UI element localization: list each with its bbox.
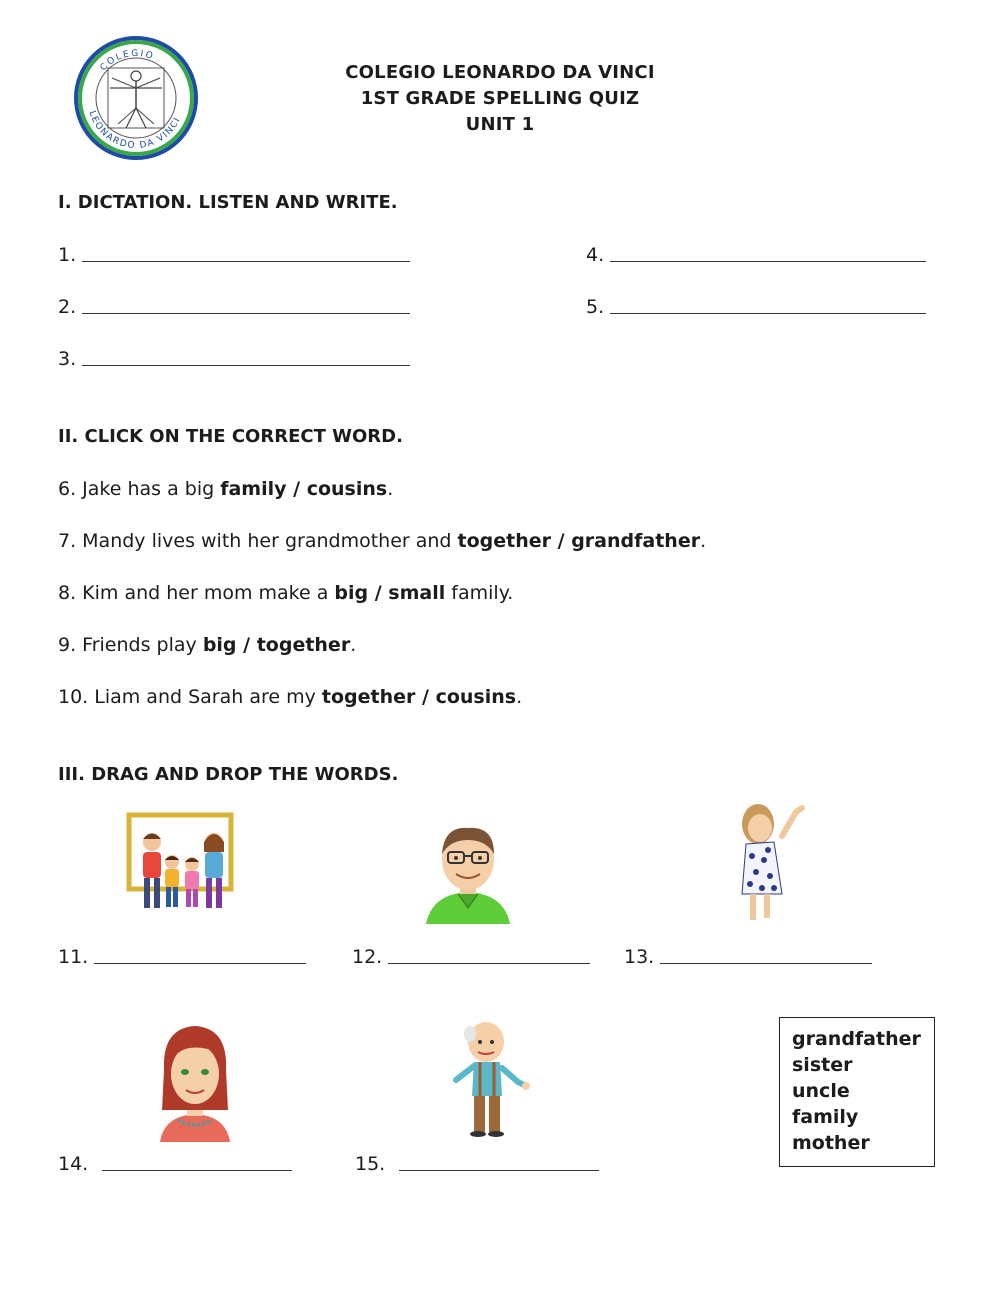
sentence-end: . (387, 478, 394, 500)
draggable-word[interactable]: grandfather (792, 1028, 921, 1050)
dictation-item-4 (586, 244, 926, 266)
choice-big[interactable]: big (202, 634, 237, 656)
item-number: 5. (586, 296, 605, 318)
choice-cousins[interactable]: cousins (435, 686, 517, 708)
item-number: 4. (586, 244, 605, 266)
answer-line-4[interactable] (610, 261, 926, 262)
dictation-item-3 (58, 348, 410, 370)
item-number: 2. (58, 296, 77, 318)
drag-item-13 (624, 946, 872, 968)
drop-target-15[interactable] (399, 1170, 599, 1171)
sentence-text: 8. Kim and her mom make a (58, 582, 335, 604)
drag-item-14 (58, 1153, 292, 1175)
sentence-7 (58, 530, 706, 552)
item-number: 14. (58, 1153, 89, 1175)
drop-target-12[interactable] (388, 963, 590, 964)
sentence-8 (58, 582, 513, 604)
quiz-title: 1ST GRADE SPELLING QUIZ (360, 88, 640, 109)
sentence-end: . (700, 530, 707, 552)
section-1-title: I. DICTATION. LISTEN AND WRITE. (58, 192, 398, 213)
sentence-text: 6. Jake has a big (58, 478, 221, 500)
dictation-item-1 (58, 244, 410, 266)
section-3-title: III. DRAG AND DROP THE WORDS. (58, 764, 399, 785)
item-number: 1. (58, 244, 77, 266)
choice-together[interactable]: together (256, 634, 351, 656)
school-name: COLEGIO LEONARDO DA VINCI (345, 62, 655, 83)
sentence-10 (58, 686, 522, 708)
sentence-end: . (350, 634, 357, 656)
item-number: 13. (624, 946, 655, 968)
svg-text:COLEGIO: COLEGIO (98, 48, 156, 74)
grandfather-picture (448, 1016, 532, 1138)
sentence-text: 10. Liam and Sarah are my (58, 686, 322, 708)
choice-grandfather[interactable]: grandfather (571, 530, 701, 552)
draggable-word[interactable]: mother (792, 1132, 870, 1154)
draggable-word[interactable]: sister (792, 1054, 853, 1076)
choice-separator: / (415, 686, 436, 708)
sentence-text: 9. Friends play (58, 634, 203, 656)
choice-separator: / (368, 582, 389, 604)
drop-target-13[interactable] (660, 963, 872, 964)
man-with-glasses-picture (422, 816, 514, 924)
choice-separator: / (236, 634, 257, 656)
drag-item-11 (58, 946, 306, 968)
sentence-9 (58, 634, 356, 656)
sentence-6 (58, 478, 393, 500)
section-2-title: II. CLICK ON THE CORRECT WORD. (58, 426, 403, 447)
choice-together[interactable]: together (321, 686, 416, 708)
choice-big[interactable]: big (334, 582, 369, 604)
dictation-item-5 (586, 296, 926, 318)
answer-line-1[interactable] (82, 261, 410, 262)
choice-cousins[interactable]: cousins (306, 478, 388, 500)
drag-item-12 (352, 946, 590, 968)
svg-text:LEONARDO DA VINCI: LEONARDO DA VINCI (86, 109, 184, 152)
answer-line-5[interactable] (610, 313, 926, 314)
girl-in-dress-picture (734, 802, 806, 924)
dictation-item-2 (58, 296, 410, 318)
choice-small[interactable]: small (388, 582, 446, 604)
family-picture (126, 812, 234, 916)
draggable-word[interactable]: family (792, 1106, 859, 1128)
answer-line-2[interactable] (82, 313, 410, 314)
answer-line-3[interactable] (82, 365, 410, 366)
drop-target-11[interactable] (94, 963, 306, 964)
unit-title: UNIT 1 (465, 114, 535, 135)
choice-family[interactable]: family (220, 478, 287, 500)
item-number: 12. (352, 946, 383, 968)
drag-item-15 (355, 1153, 599, 1175)
sentence-end: family. (445, 582, 514, 604)
word-bank (779, 1017, 935, 1167)
draggable-word[interactable]: uncle (792, 1080, 850, 1102)
choice-together[interactable]: together (457, 530, 552, 552)
sentence-end: . (516, 686, 523, 708)
sentence-text: 7. Mandy lives with her grandmother and (58, 530, 458, 552)
item-number: 15. (355, 1153, 386, 1175)
item-number: 3. (58, 348, 77, 370)
choice-separator: / (286, 478, 307, 500)
item-number: 11. (58, 946, 89, 968)
woman-picture (154, 1020, 236, 1142)
choice-separator: / (551, 530, 572, 552)
drop-target-14[interactable] (102, 1170, 292, 1171)
